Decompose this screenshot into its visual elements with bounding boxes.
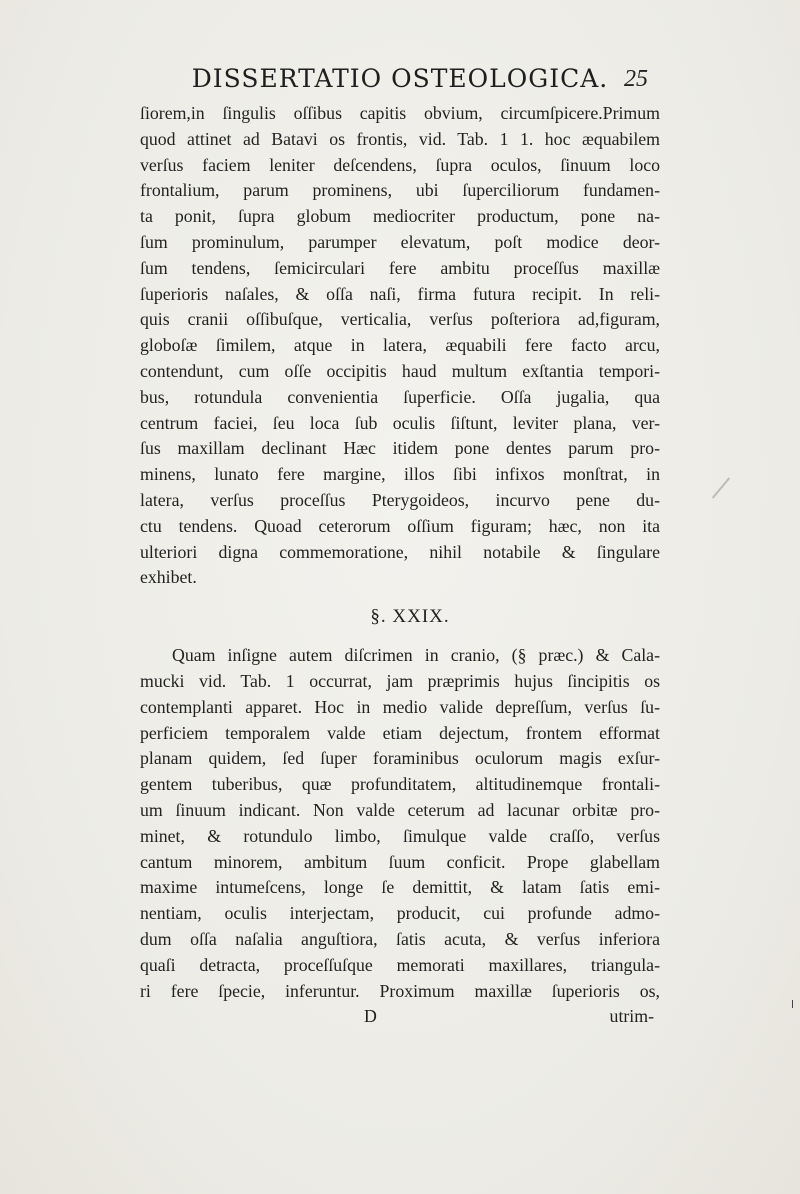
body-text bbox=[140, 101, 660, 1030]
text-line: globoſæ ſimilem, atque in latera, æquabili fere facto arcu, bbox=[140, 335, 660, 356]
text-line: mucki vid. Tab. 1 occurrat, jam præprimis hujus ſincipitis os bbox=[140, 670, 660, 691]
text-line: maxime intumeſcens, longe ſe demittit, & latam ſatis emi- bbox=[140, 877, 660, 898]
text-line: ulteriori digna commemoratione, nihil notabile & ſingulare bbox=[140, 541, 660, 562]
section-heading: §. XXIX. bbox=[370, 606, 450, 628]
text-line: quaſi detracta, proceſſuſque memorati maxillares, triangula- bbox=[140, 954, 660, 975]
running-title: DISSERTATIO OSTEOLOGICA. bbox=[191, 64, 609, 93]
text-line: latera, verſus proceſſus Pterygoideos, incurvo pene du- bbox=[140, 489, 660, 510]
margin-pencil-mark bbox=[712, 477, 730, 498]
margin-dot bbox=[792, 1000, 793, 1008]
page-footer bbox=[140, 1004, 660, 1030]
text-line: ta ponit, ſupra globum mediocriter productum, pone na- bbox=[140, 206, 660, 227]
page-number: 25 bbox=[624, 66, 648, 92]
text-line: quis cranii oſſibuſque, verticalia, verſus poſteriora ad,figuram, bbox=[140, 309, 660, 330]
text-line: verſus faciem leniter deſcendens, ſupra oculos, ſinuum loco bbox=[140, 154, 660, 175]
text-line: minens, lunato fere margine, illos ſibi infixos monſtrat, in bbox=[140, 464, 660, 485]
text-line: perficiem temporalem valde etiam dejectum, frontem efformat bbox=[140, 722, 660, 743]
text-line: ſum prominulum, parumper elevatum, poſt modice deor- bbox=[140, 231, 660, 252]
text-line: exhibet. bbox=[140, 567, 197, 588]
text-line: frontalium, parum prominens, ubi ſuperciliorum fundamen- bbox=[140, 180, 660, 201]
text-line: centrum faciei, ſeu loca ſub oculis ſiſtunt, leviter plana, ver- bbox=[140, 412, 660, 433]
text-line: minet, & rotundulo limbo, ſimulque valde craſſo, verſus bbox=[140, 825, 660, 846]
text-line: ri fere ſpecie, inferuntur. Proximum maxillæ ſuperioris os, bbox=[140, 980, 660, 1001]
text-line: Quam inſigne autem diſcrimen in cranio, (§ præc.) & Cala- bbox=[172, 645, 660, 666]
text-line: ſiorem,in ſingulis oſſibus capitis obvium, circumſpicere.Primum bbox=[140, 103, 660, 123]
text-line: nentiam, oculis interjectam, producit, cui profunde admo- bbox=[140, 903, 660, 924]
text-line: contemplanti apparet. Hoc in medio valide depreſſum, verſus ſu- bbox=[140, 696, 660, 717]
text-line: planam quidem, ſed ſuper foraminibus oculorum magis exſur- bbox=[140, 748, 660, 769]
running-head bbox=[0, 64, 800, 98]
text-line: quod attinet ad Batavi os frontis, vid. Tab. 1 1. hoc æquabilem bbox=[140, 128, 660, 149]
signature-mark: D bbox=[364, 1006, 377, 1027]
text-line: contendunt, cum oſſe occipitis haud multum exſtantia tempori- bbox=[140, 360, 660, 381]
text-line: um ſinuum indicant. Non valde ceterum ad lacunar orbitæ pro- bbox=[140, 799, 660, 820]
text-line: ſuperioris naſales, & oſſa naſi, firma futura recipit. In reli- bbox=[140, 283, 660, 304]
text-line: bus, rotundula convenientia ſuperficie. Oſſa jugalia, qua bbox=[140, 386, 660, 407]
text-line: ſus maxillam declinant Hæc itidem pone dentes parum pro- bbox=[140, 438, 660, 459]
paragraph-2 bbox=[140, 643, 660, 1004]
text-line: gentem tuberibus, quæ profunditatem, altitudinemque frontali- bbox=[140, 774, 660, 795]
text-line: ctu tendens. Quoad ceterorum oſſium figuram; hæc, non ita bbox=[140, 515, 660, 536]
catchword: utrim- bbox=[609, 1006, 654, 1027]
text-line: dum oſſa naſalia anguſtiora, ſatis acuta, & verſus inferiora bbox=[140, 928, 660, 949]
paragraph-1 bbox=[140, 101, 660, 591]
text-line: cantum minorem, ambitum ſuum conficit. Prope glabellam bbox=[140, 851, 660, 872]
text-line: ſum tendens, ſemicirculari fere ambitu proceſſus maxillæ bbox=[140, 257, 660, 278]
